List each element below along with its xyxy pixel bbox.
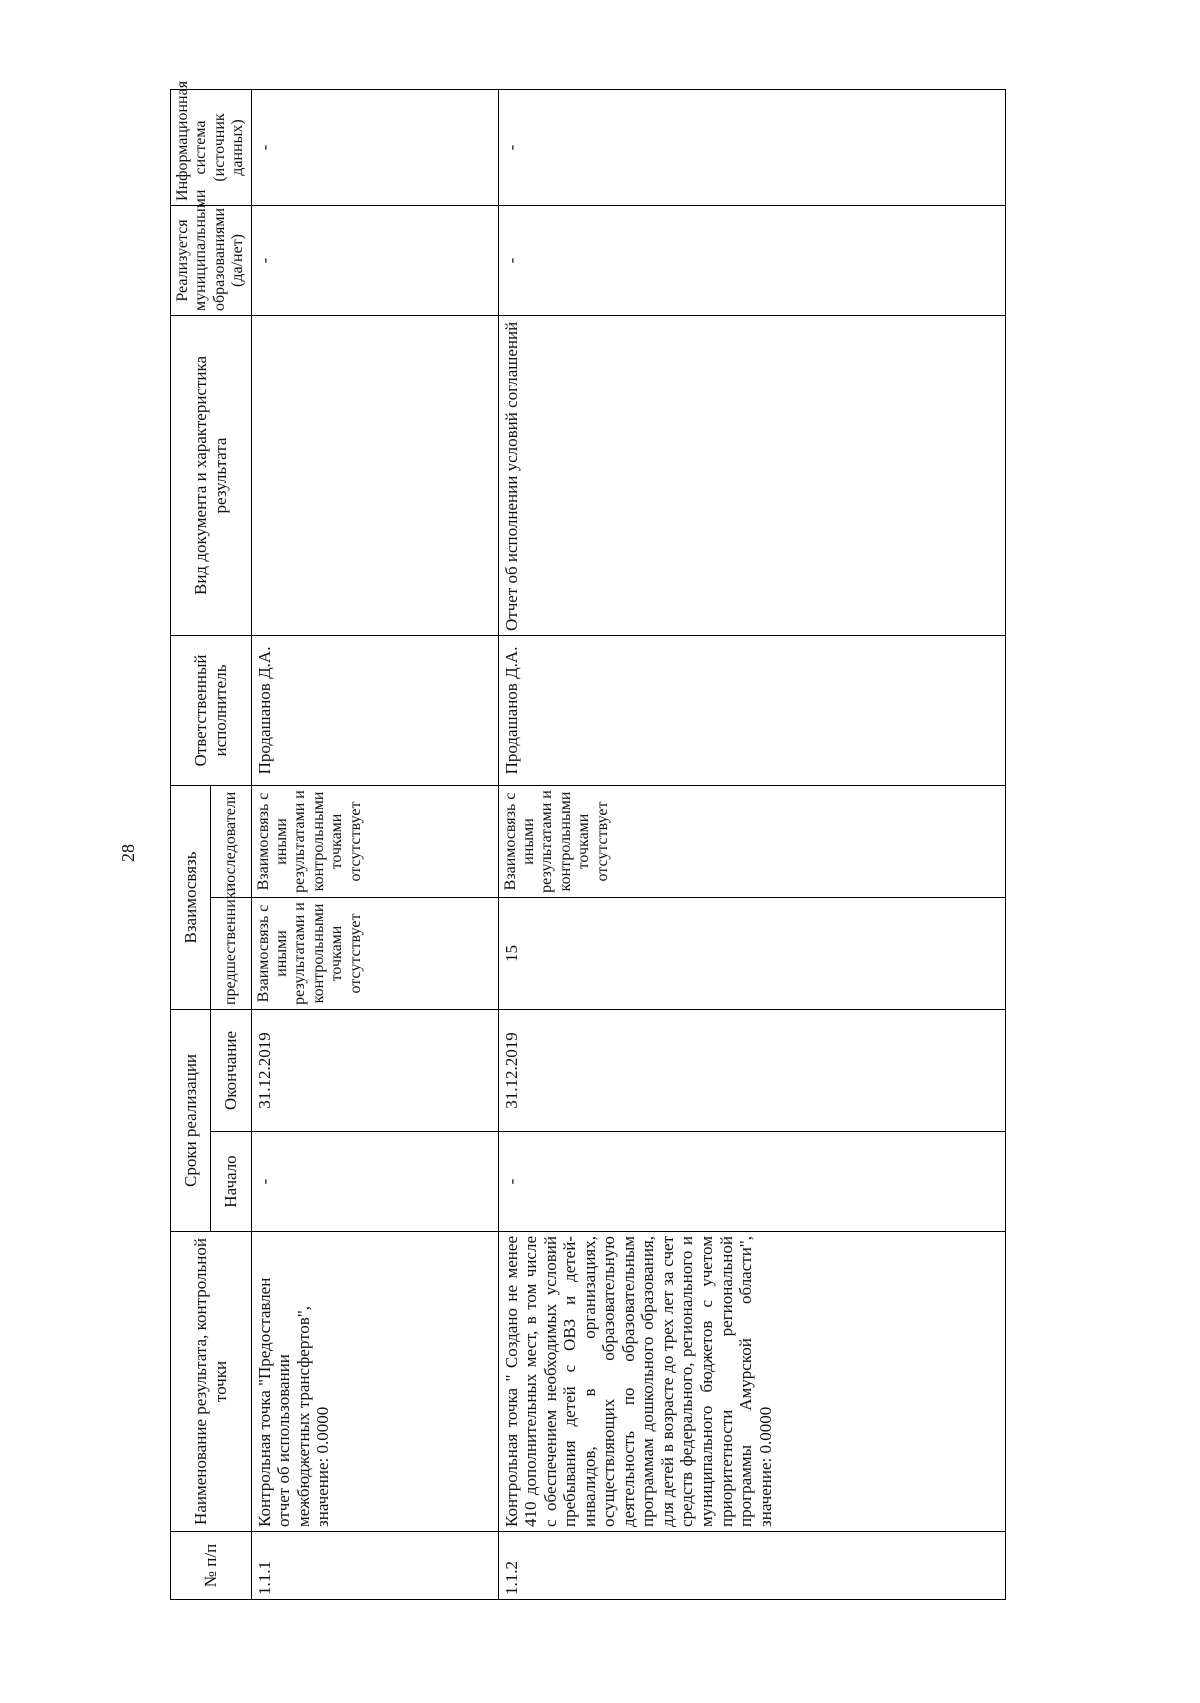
cell-info-system: - xyxy=(498,89,1005,205)
header-successors: последователи xyxy=(211,785,251,897)
table-row xyxy=(251,89,498,1599)
header-row-1 xyxy=(171,89,211,1599)
cell-predecessors: Взаимосвязь с иными результатами и контрольными точками отсутствует xyxy=(251,898,498,1010)
header-dates-group: Сроки реализации xyxy=(171,1010,211,1232)
cell-municipal: - xyxy=(251,205,498,315)
cell-name: Контрольная точка " Создано не менее 410 дополнительных мест, в том числе с обеспечением необходимых условий пребывания детей с ОВЗ и детей-инвалидов, в организациях, осуществляющих образовательную деятельность по образовательным программам дошкольного образования, для детей в возрасте до трех лет за счет средств федерального, регионального и муниципального бюджетов с учетом приоритетности региональной программы Амурской области", значение: 0.0000 xyxy=(498,1232,1005,1532)
header-end: Окончание xyxy=(211,1010,251,1132)
header-doc-type: Вид документа и характеристика результата xyxy=(171,315,252,635)
header-info-system: Информационная система (источник данных) xyxy=(171,89,252,205)
results-table xyxy=(170,80,1006,1600)
cell-end: 31.12.2019 xyxy=(251,1010,498,1132)
cell-num: 1.1.2 xyxy=(498,1532,1005,1600)
cell-responsible: Продашанов Д.А. xyxy=(251,635,498,785)
header-predecessors: предшественники xyxy=(211,898,251,1010)
header-start: Начало xyxy=(211,1132,251,1232)
cell-info-system: - xyxy=(251,89,498,205)
cell-name: Контрольная точка "Предоставлен отчет об использовании межбюджетных трансфертов", значение: 0.0000 xyxy=(251,1232,498,1532)
cell-end: 31.12.2019 xyxy=(498,1010,1005,1132)
header-links-group: Взаимосвязь xyxy=(171,785,211,1009)
header-name: Наименование результата, контрольной точки xyxy=(171,1232,252,1532)
cell-predecessors: 15 xyxy=(498,898,1005,1010)
cell-responsible: Продашанов Д.А. xyxy=(498,635,1005,785)
cell-successors: Взаимосвязь с иными результатами и контрольными точками отсутствует xyxy=(251,785,498,897)
cell-successors: Взаимосвязь с иными результатами и контрольными точками отсутствует xyxy=(498,785,1005,897)
cell-start: - xyxy=(498,1132,1005,1232)
cell-doc-type: Отчет об исполнении условий соглашений xyxy=(498,315,1005,635)
header-responsible: Ответственный исполнитель xyxy=(171,635,252,785)
header-num: № п/п xyxy=(171,1532,252,1600)
table-row xyxy=(498,89,1005,1599)
cell-municipal: - xyxy=(498,205,1005,315)
header-municipal: Реализуется муниципальными образованиями (да/нет) xyxy=(171,205,252,315)
cell-num: 1.1.1 xyxy=(251,1532,498,1600)
cell-doc-type xyxy=(251,315,498,635)
page-number: 28 xyxy=(118,844,138,862)
cell-start: - xyxy=(251,1132,498,1232)
document-sheet xyxy=(170,80,1050,1600)
